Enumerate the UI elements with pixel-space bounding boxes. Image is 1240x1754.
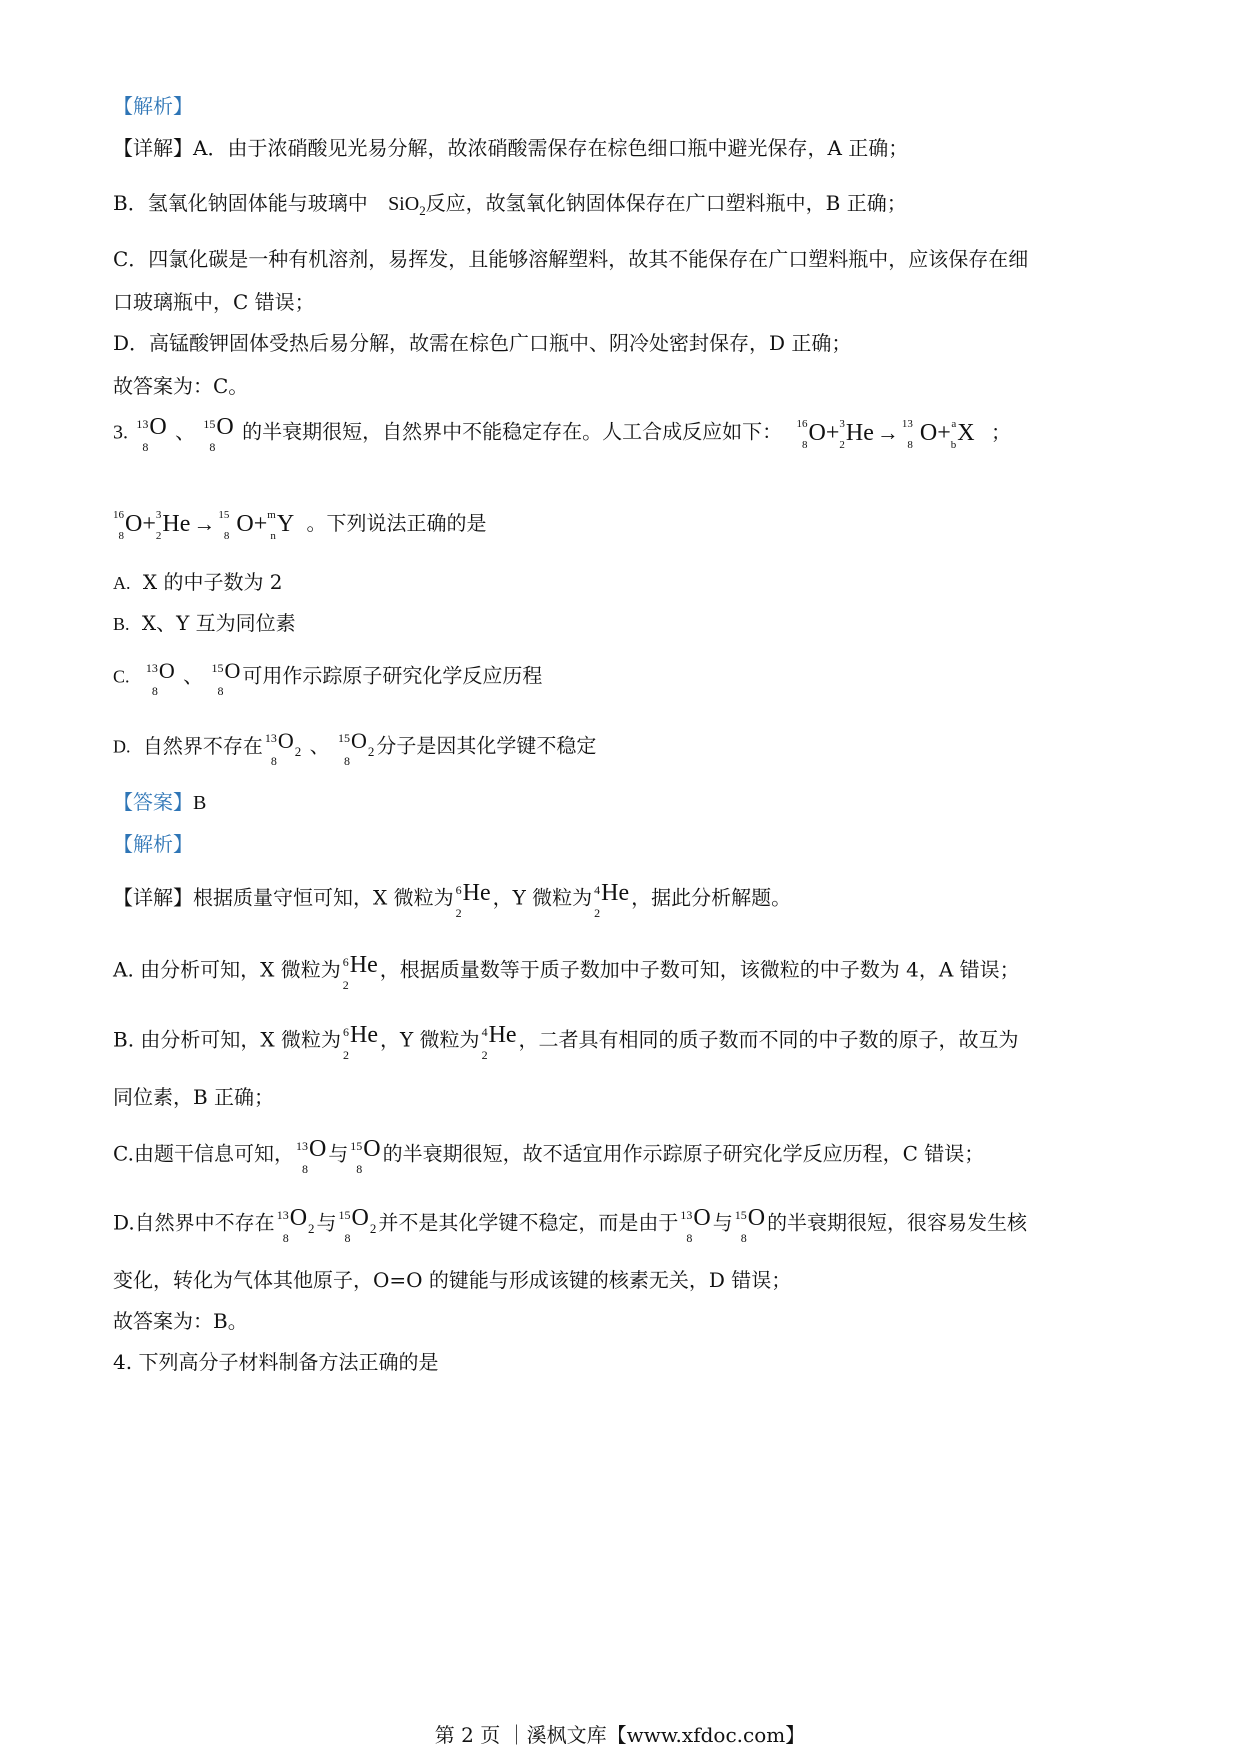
reaction-equation-2: [113, 509, 295, 542]
nuclide-he6: [455, 880, 491, 920]
detail-line-c1: C．四氯化碳是一种有机溶剂，易挥发，且能够溶解塑料，故其不能保存在广口塑料瓶中，应该保存在细: [113, 247, 1029, 271]
option-text: 可用作示踪原子研究化学反应历程: [242, 663, 543, 688]
explanation-text: 的半衰期很短，故不适宜用作示踪原子研究化学反应历程，C 错误；: [382, 1141, 985, 1166]
element-symbol: O: [363, 1136, 381, 1162]
atomic-number: 8: [217, 684, 224, 698]
mass-number: 4: [481, 1025, 488, 1039]
nuclide-o15: [203, 414, 234, 454]
sio2-subscript: 2: [419, 203, 426, 218]
detail-text: A．由于浓硝酸见光易分解，故浓硝酸需保存在棕色细口瓶中避光保存，A 正确；: [193, 136, 909, 160]
explanation-text: C.由题干信息可知，: [113, 1141, 294, 1166]
option-c: [113, 658, 543, 698]
detail-line-a: [113, 138, 908, 158]
nuclide-he6: [343, 1022, 378, 1062]
detail-q3-intro: [113, 880, 792, 920]
mass-number: a: [951, 418, 957, 430]
nuclide-o13: [295, 1136, 327, 1176]
molecule-o15-2: [338, 1205, 377, 1245]
atomic-number: 8: [343, 754, 350, 768]
question-3-line-1: [113, 414, 1011, 454]
reaction-equation-1: [796, 418, 975, 451]
mass-number: 4: [594, 883, 601, 897]
element-symbol: O: [125, 511, 143, 537]
mass-number: 15: [734, 1208, 747, 1222]
analysis-heading: 【解析】: [113, 832, 193, 856]
analysis-heading: 【解析】: [113, 94, 193, 118]
option-d: [113, 728, 597, 768]
mass-number: 15: [203, 417, 216, 431]
sio2-symbol: SiO: [388, 193, 420, 215]
explanation-text: A. 由分析可知，X 微粒为: [113, 957, 341, 982]
mass-number: 3: [155, 509, 162, 521]
plus-sign: +: [253, 511, 268, 537]
element-symbol: He: [845, 420, 874, 446]
nuclide-he6: [342, 952, 378, 992]
plus-sign: +: [142, 511, 156, 537]
mass-number: 15: [350, 1139, 363, 1153]
explanation-d: [113, 1205, 1028, 1245]
atomic-number: n: [270, 530, 276, 542]
explanation-text: ，根据质量数等于质子数加中子数可知，该微粒的中子数为 4，A 错误；: [379, 957, 1020, 982]
atomic-number: 8: [270, 754, 277, 768]
page-footer: 第 2 页 ｜溪枫文库【www.xfdoc.com】: [434, 1723, 806, 1747]
nuclide-o13: [680, 1205, 711, 1245]
element-symbol: O: [277, 728, 294, 753]
explanation-text: 并不是其化学键不稳定，而是由于: [378, 1210, 679, 1235]
element-symbol: O: [216, 414, 234, 440]
atomic-number: 2: [594, 906, 601, 920]
option-label: D.: [113, 736, 131, 757]
mass-number: 15: [211, 661, 224, 675]
mass-number: 6: [455, 883, 462, 897]
nuclide-he4: [481, 1022, 517, 1062]
detail-text: ，据此分析解题。: [631, 885, 792, 910]
answer-tag: 【答案】: [113, 790, 193, 814]
nuclide-o13: [136, 414, 167, 454]
subscript: 2: [294, 743, 302, 759]
separator: 、: [175, 419, 196, 444]
element-symbol: He: [462, 880, 491, 906]
option-a: [113, 572, 283, 592]
atomic-number: 8: [282, 1231, 289, 1245]
mass-number: 6: [342, 955, 349, 969]
mass-number: 13: [145, 661, 158, 675]
atomic-number: 8: [142, 440, 149, 454]
explanation-b-line-2: 同位素，B 正确；: [113, 1085, 275, 1109]
explanation-text: 与: [712, 1210, 733, 1235]
element-symbol: O: [308, 1136, 327, 1162]
atomic-number: 8: [356, 1162, 363, 1176]
atomic-number: 8: [344, 1231, 351, 1245]
mass-number: 13: [295, 1139, 308, 1153]
element-symbol: O: [149, 414, 167, 440]
subscript: 2: [369, 1220, 377, 1236]
element-symbol: O: [350, 728, 367, 753]
mass-number: 13: [264, 731, 277, 745]
option-text: X 的中子数为 2: [142, 570, 283, 594]
element-symbol: O: [351, 1205, 369, 1231]
mass-number: 15: [338, 1208, 351, 1222]
mass-number: 16: [796, 418, 808, 430]
mass-number: 16: [113, 509, 124, 521]
detail-text: 根据质量守恒可知，X 微粒为: [193, 885, 454, 910]
explanation-text: 与: [328, 1141, 349, 1166]
mass-number: 6: [343, 1025, 350, 1039]
atomic-number: 8: [209, 440, 216, 454]
answer-line: [113, 792, 206, 813]
element-symbol: He: [488, 1022, 517, 1048]
explanation-text: ，Y 微粒为: [380, 1027, 480, 1052]
plus-sign: +: [825, 420, 840, 446]
separator: 、: [183, 663, 204, 688]
molecule-o13-2: [276, 1205, 315, 1245]
mass-number: 15: [337, 731, 350, 745]
semicolon: ；: [990, 419, 1011, 444]
explanation-c: [113, 1136, 985, 1176]
mass-number: 13: [901, 418, 913, 430]
mass-number: 15: [218, 509, 230, 521]
element-symbol: O: [919, 420, 938, 446]
separator: 、: [309, 733, 330, 758]
explanation-text: D.自然界中不存在: [113, 1210, 275, 1235]
question-4: 4. 下列高分子材料制备方法正确的是: [113, 1350, 439, 1374]
explanation-text: ，二者具有相同的质子数而不同的中子数的原子，故互为: [518, 1027, 1019, 1052]
detail-tag: 【详解】: [113, 136, 193, 160]
detail-b-text-b: 反应，故氢氧化钠固体保存在广口塑料瓶中，B 正确；: [425, 191, 907, 215]
molecule-o15-2: [337, 728, 375, 768]
atomic-number: 2: [342, 978, 349, 992]
mass-number: 13: [276, 1208, 289, 1222]
nuclide-he4: [594, 880, 630, 920]
atomic-number: 2: [343, 1048, 350, 1062]
explanation-text: B. 由分析可知，X 微粒为: [113, 1027, 342, 1052]
detail-line-c2: 口玻璃瓶中，C 错误；: [113, 290, 315, 314]
detail-tag: 【详解】: [113, 885, 193, 910]
detail-line-b: [113, 193, 907, 217]
nuclide-o15: [734, 1205, 766, 1245]
atomic-number: 2: [839, 439, 845, 451]
atomic-number: 2: [481, 1048, 488, 1062]
option-text: X、Y 互为同位素: [141, 611, 296, 635]
atomic-number: 8: [301, 1162, 308, 1176]
mass-number: 13: [136, 417, 149, 431]
element-symbol: He: [601, 880, 630, 906]
detail-text: ，Y 微粒为: [492, 885, 593, 910]
mass-number: 13: [680, 1208, 693, 1222]
plus-sign: +: [937, 420, 951, 446]
answer-summary-1: 故答案为：C。: [113, 374, 249, 398]
question-number: 3.: [113, 421, 128, 444]
subscript: 2: [308, 1220, 315, 1236]
explanation-text: 与: [316, 1210, 337, 1235]
element-symbol: X: [957, 420, 975, 446]
atomic-number: 8: [151, 684, 158, 698]
element-symbol: O: [289, 1205, 308, 1231]
option-label: C.: [113, 666, 130, 687]
element-symbol: He: [349, 952, 378, 978]
question-3-prompt: 。下列说法正确的是: [306, 510, 487, 535]
mass-number: m: [267, 509, 276, 521]
explanation-d-line-2: 变化，转化为气体其他原子，O=O 的键能与形成该键的核素无关，D 错误；: [113, 1268, 792, 1292]
element-symbol: O: [747, 1205, 766, 1231]
question-3-line-2: [113, 509, 487, 542]
explanation-a: [113, 952, 1020, 992]
detail-b-text-a: B．氢氧化钠固体能与玻璃中: [113, 191, 368, 215]
atomic-number: 2: [155, 530, 162, 542]
nuclide-o15: [211, 658, 241, 698]
element-symbol: Y: [276, 511, 295, 537]
sio2-formula: [388, 193, 426, 218]
option-text: 分子是因其化学键不稳定: [376, 733, 597, 758]
atomic-number: 8: [740, 1231, 747, 1245]
element-symbol: O: [224, 658, 241, 683]
atomic-number: b: [950, 439, 957, 451]
option-label: A.: [113, 573, 131, 593]
detail-line-d: D．高锰酸钾固体受热后易分解，故需在棕色广口瓶中、阴冷处密封保存，D 正确；: [113, 331, 852, 355]
atomic-number: 8: [686, 1231, 693, 1245]
molecule-o13-2: [264, 728, 302, 768]
atomic-number: 8: [801, 439, 808, 451]
element-symbol: O: [693, 1205, 711, 1231]
mass-number: 3: [839, 418, 845, 430]
arrow-icon: →: [193, 511, 216, 536]
nuclide-o13: [145, 658, 175, 698]
element-symbol: O: [808, 420, 826, 446]
atomic-number: 8: [907, 439, 913, 451]
element-symbol: O: [158, 658, 175, 683]
answer-summary-2: 故答案为：B。: [113, 1309, 248, 1333]
subscript: 2: [367, 743, 375, 759]
element-symbol: He: [350, 1022, 378, 1048]
element-symbol: O: [236, 511, 254, 537]
answer-value: B: [193, 792, 207, 814]
option-text: 自然界不存在: [142, 733, 263, 758]
explanation-b: [113, 1022, 1019, 1062]
option-b: [113, 613, 296, 633]
element-symbol: He: [162, 511, 191, 537]
question-3-text: 的半衰期很短，自然界中不能稳定存在。人工合成反应如下：: [242, 419, 783, 444]
arrow-icon: →: [876, 420, 899, 445]
option-label: B.: [113, 614, 130, 634]
atomic-number: 8: [118, 530, 124, 542]
explanation-text: 的半衰期很短，很容易发生核: [767, 1210, 1028, 1235]
atomic-number: 2: [455, 906, 462, 920]
atomic-number: 8: [223, 530, 230, 542]
nuclide-o15: [350, 1136, 381, 1176]
